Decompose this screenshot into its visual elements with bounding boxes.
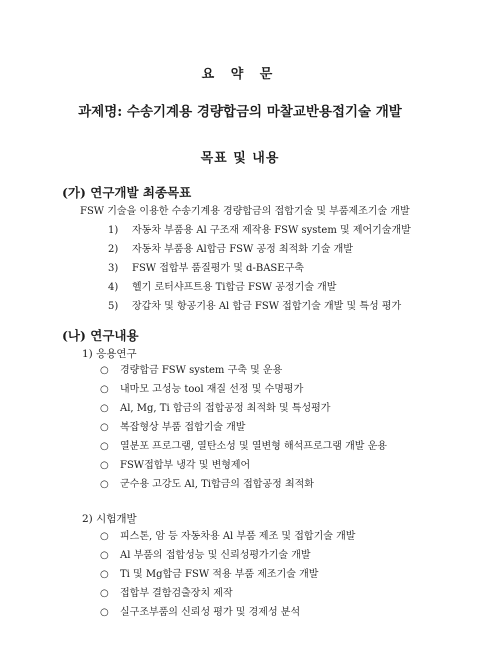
development-item [100, 530, 355, 544]
test-development-heading: 2) 시험개발 [82, 513, 137, 525]
circle-bullet-icon: ○ [100, 365, 109, 376]
development-item-text: Ti 및 Mg합금 FSW 적용 부품 제조기술 개발 [120, 569, 319, 580]
research-item-text: 내마모 고성능 tool 재질 선정 및 수명평가 [120, 384, 304, 395]
research-item-text: 열분포 프로그램, 열탄소성 및 열변형 해석프로그램 개발 운용 [120, 441, 387, 452]
goal-item-text: 자동차 부품용 Al 구조재 제작용 FSW system 및 제어기술개발 [132, 225, 411, 236]
circle-bullet-icon: ○ [100, 422, 109, 433]
circle-bullet-icon: ○ [100, 531, 109, 542]
research-item [100, 364, 282, 378]
development-item-text: 실구조부품의 신뢰성 평가 및 경제성 분석 [120, 607, 301, 618]
research-item-text: 경량합금 FSW system 구축 및 운용 [120, 365, 283, 376]
circle-bullet-icon: ○ [100, 550, 109, 561]
research-item-text: 복잡형상 부품 접합기술 개발 [120, 422, 246, 433]
goal-item-number: 3) [108, 263, 119, 274]
development-item-text: 접합부 결함검출장치 제작 [120, 588, 233, 599]
development-item [100, 568, 318, 582]
development-item [100, 587, 233, 601]
goal-item [108, 224, 411, 238]
summary-title: 요 약 문 [201, 67, 279, 82]
circle-bullet-icon: ○ [100, 441, 109, 452]
research-item [100, 459, 250, 473]
goal-item-text: 자동차 부품용 Al합금 FSW 공정 최적화 기술 개발 [132, 244, 353, 255]
circle-bullet-icon: ○ [100, 569, 109, 580]
goal-heading: 목표 및 내용 [200, 151, 280, 166]
goal-item-text: 장갑차 및 항공기용 Al 합금 FSW 접합기술 개발 및 특성 평가 [132, 301, 402, 312]
applied-research-heading: 1) 응용연구 [82, 348, 137, 360]
research-item [100, 402, 330, 416]
goal-item [108, 262, 304, 276]
circle-bullet-icon: ○ [100, 588, 109, 599]
circle-bullet-icon: ○ [100, 607, 109, 618]
circle-bullet-icon: ○ [100, 479, 109, 490]
section-b-heading: (나) 연구내용 [62, 328, 139, 343]
circle-bullet-icon: ○ [100, 460, 109, 471]
development-item [100, 549, 311, 563]
research-item [100, 440, 387, 454]
goal-item-number: 4) [108, 282, 119, 293]
research-item-text: 군수용 고강도 Al, Ti합금의 접합공정 최적화 [120, 479, 314, 490]
goal-item [108, 243, 353, 257]
research-item [100, 478, 314, 492]
development-item-text: Al 부품의 접합성능 및 신뢰성평가기술 개발 [120, 550, 311, 561]
research-item-text: Al, Mg, Ti 합금의 접합공정 최적화 및 특성평가 [120, 403, 331, 414]
goal-item [108, 300, 401, 314]
section-a-intro: FSW 기술을 이용한 수송기계용 경량합금의 접합기술 및 부품제조기술 개발 [80, 206, 410, 217]
goal-item [108, 281, 336, 295]
goal-item-text: 헬기 로터샤프트용 Ti합금 FSW 공정기술 개발 [132, 282, 337, 293]
goal-item-text: FSW 접합부 품질평가 및 d-BASE구축 [132, 263, 304, 274]
research-item [100, 421, 245, 435]
section-a-heading: (가) 연구개발 최종목표 [62, 185, 192, 200]
research-item-text: FSW접합부 냉각 및 변형제어 [120, 460, 251, 471]
development-item [100, 606, 300, 620]
goal-item-number: 2) [108, 244, 119, 255]
goal-item-number: 5) [108, 301, 119, 312]
development-item-text: 피스톤, 암 등 자동차용 Al 부품 제조 및 접합기술 개발 [120, 531, 356, 542]
goal-item-number: 1) [108, 225, 119, 236]
circle-bullet-icon: ○ [100, 403, 109, 414]
circle-bullet-icon: ○ [100, 384, 109, 395]
research-item [100, 383, 303, 397]
project-title: 과제명: 수송기계용 경량합금의 마찰교반용접기술 개발 [78, 104, 402, 120]
